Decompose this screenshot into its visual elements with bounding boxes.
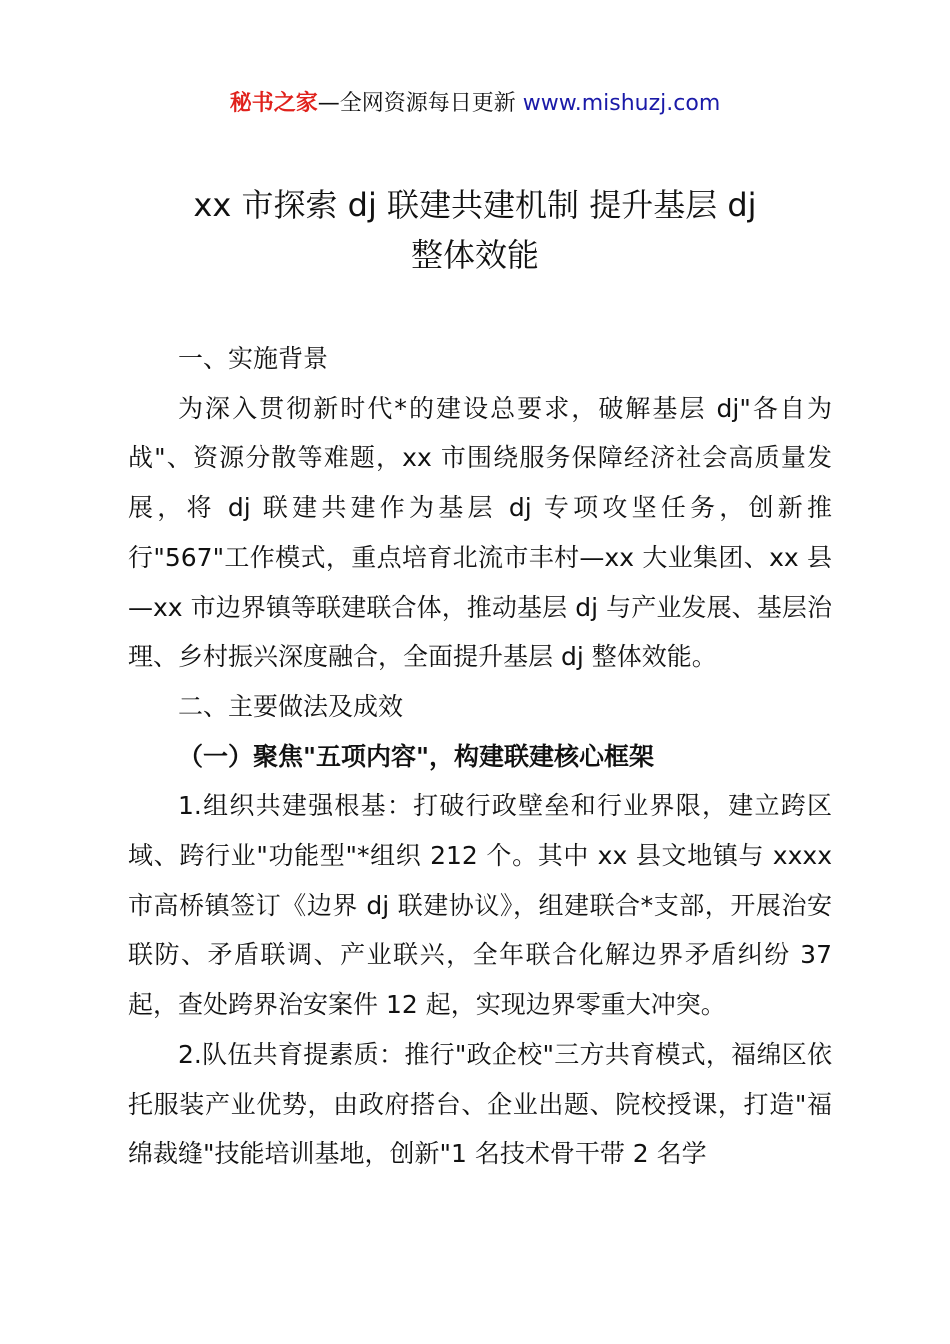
site-header [0,86,950,122]
site-url-link[interactable]: www.mishuzj.com [522,91,721,116]
body-paragraph: 1.组织共建强根基：打破行政壁垒和行业界限，建立跨区域、跨行业"功能型"*组织 212 个。其中 xx 县文地镇与 xxxx 市高桥镇签订《边界 dj 联建协议》，组建联合*支部，开展治安联防、矛盾联调、产业联兴，全年联合化解边界矛盾纠纷 37 起，查处跨界治安案件 12 起，实现边界零重大冲突。 [128,791,832,1020]
section-heading: 一、实施背景 [178,344,329,373]
document-title [120,180,830,280]
title-line: 整体效能 [410,236,539,274]
site-tagline: —全网资源每日更新 [317,91,523,116]
document-body [128,334,832,1179]
section-heading: 二、主要做法及成效 [178,691,404,721]
body-paragraph: 为深入贯彻新时代*的建设总要求，破解基层 dj"各自为战"、资源分散等难题，xx 市围绕服务保障经济社会高质量发展，将 dj 联建共建作为基层 dj 专项攻坚任务，创新推行"567"工作模式，重点培育北流市丰村—xx 大业集团、xx 县—xx 市边界镇等联建联合体，推动基层 dj 与产业发展、基层治理、乡村振兴深度融合，全面提升基层 dj 整体效能。 [128,393,832,672]
subsection-heading: （一）聚焦"五项内容"，构建联建核心框架 [178,741,655,771]
site-brand: 秘书之家 [229,91,318,116]
body-paragraph: 2.队伍共育提素质：推行"政企校"三方共育模式，福绵区依托服装产业优势，由政府搭台、企业出题、院校授课，打造"福绵裁缝"技能培训基地，创新"1 名技术骨干带 2 名学 [128,1039,832,1169]
title-line: xx 市探索 dj 联建共建机制 提升基层 dj [193,186,757,224]
